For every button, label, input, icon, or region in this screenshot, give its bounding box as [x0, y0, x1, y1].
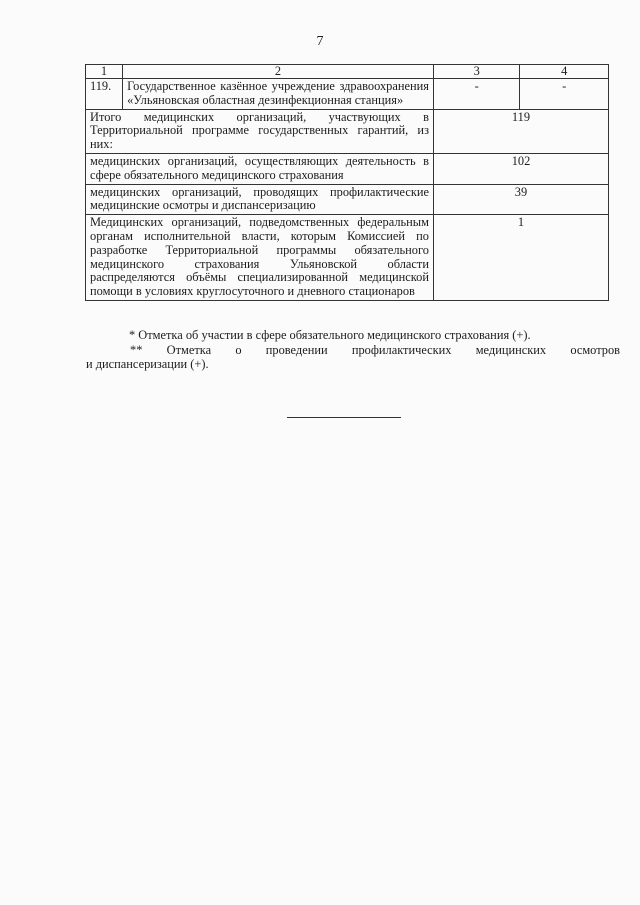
footnote-word: медицинских — [475, 343, 547, 357]
end-separator-line — [287, 417, 401, 418]
summary-label: Медицинских организаций, подведомственных федеральным органам исполнительной власти, которым Комиссией по разработке Территориальной программы обязательного медицинского страхования Ульяновской области распределяются объёмы специализированной медицинской помощи в условиях круглосуточного и дневного стационаров — [86, 215, 434, 301]
footnote-word: Отметка — [166, 343, 212, 357]
summary-label: медицинских организаций, осуществляющих деятельность в сфере обязательного медицинского страхования — [86, 153, 434, 184]
footnote-word: профилактических — [351, 343, 452, 357]
footnote-word: ** — [130, 343, 143, 357]
footnote-word: проведении — [265, 343, 328, 357]
summary-row-federal — [86, 215, 609, 301]
organization-name: Государственное казённое учреждение здравоохранения «Ульяновская областная дезинфекционная станция» — [123, 79, 434, 110]
summary-row-checkups — [86, 184, 609, 215]
header-col-2: 2 — [123, 65, 434, 79]
footnote-word: о — [235, 343, 242, 357]
summary-value: 102 — [433, 153, 608, 184]
header-col-1: 1 — [86, 65, 123, 79]
footnote-checkups-end: и диспансеризации (+). — [86, 357, 209, 371]
medical-organizations-table — [85, 64, 609, 301]
summary-label: Итого медицинских организаций, участвующих в Территориальной программе государственных гарантий, из них: — [86, 109, 434, 153]
table-header-row — [86, 65, 609, 79]
footnote-oms: * Отметка об участии в сфере обязательного медицинского страхования (+). — [129, 328, 531, 342]
summary-value: 1 — [433, 215, 608, 301]
summary-label: медицинских организаций, проводящих профилактические медицинские осмотры и диспансеризацию — [86, 184, 434, 215]
row-number: 119. — [86, 79, 123, 110]
summary-row-oms — [86, 153, 609, 184]
summary-value: 39 — [433, 184, 608, 215]
summary-row-total — [86, 109, 609, 153]
checkup-mark: - — [520, 79, 609, 110]
table-row — [86, 79, 609, 110]
footnote-word: осмотров — [570, 343, 620, 357]
summary-value: 119 — [433, 109, 608, 153]
header-col-3: 3 — [433, 65, 519, 79]
page-number: 7 — [316, 34, 324, 49]
header-col-4: 4 — [520, 65, 609, 79]
oms-mark: - — [433, 79, 519, 110]
footnote-checkups — [130, 343, 620, 358]
